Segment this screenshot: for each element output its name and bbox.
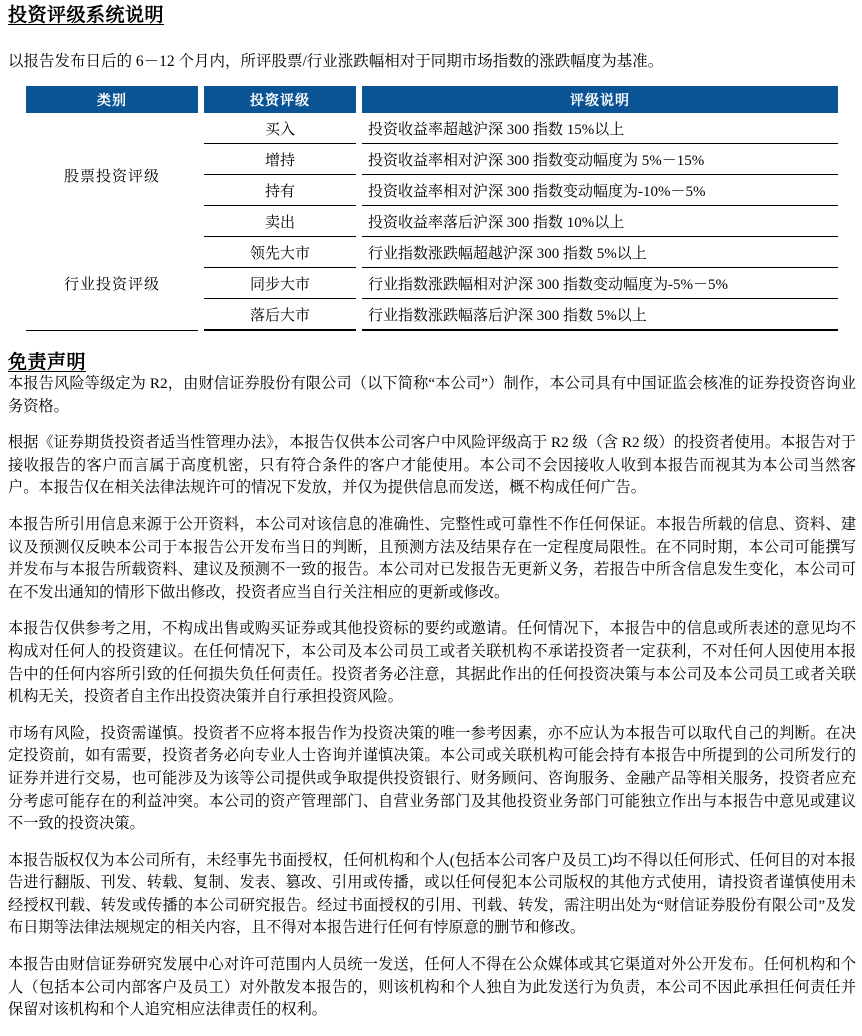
rating-basis-intro: 以报告发布日后的 6－12 个月内，所评股票/行业涨跌幅相对于同期市场指数的涨跌幅度为基准。 [8,53,664,70]
table-row [26,237,838,268]
disclaimer-paragraph: 本报告风险等级定为 R2，由财信证券股份有限公司（以下简称“本公司”）制作，本公司具有中国证监会核准的证券投资咨询业务资格。 [8,375,856,415]
disclaimer-heading: 免责声明 [8,352,87,373]
rating-cell: 领先大市 [204,237,356,268]
rating-cell: 卖出 [204,206,356,237]
column-header-category: 类别 [26,86,198,113]
rating-table-container [20,86,838,331]
rating-cell: 同步大市 [204,268,356,299]
disclaimer-paragraph: 市场有风险，投资需谨慎。投资者不应将本报告作为投资决策的唯一参考因素，亦不应认为本报告可以取代自己的判断。在决定投资前，如有需要，投资者务必向专业人士咨询并谨慎决策。本公司或关联机构可能会持有本报告中所提到的公司所发行的证券并进行交易，也可能涉及为该等公司提供或争取提供投资银行、财务顾问、咨询服务、金融产品等相关服务，投资者应充分考虑可能存在的利益冲突。本公司的资产管理部门、自营业务部门及其他投资业务部门可能独立作出与本报告中意见或建议不一致的投资决策。 [8,724,856,833]
disclaimer-body [8,373,856,1036]
disclaimer-paragraph: 本报告仅供参考之用，不构成出售或购买证券或其他投资标的要约或邀请。任何情况下，本报告中的信息或所表述的意见均不构成对任何人的投资建议。在任何情况下，本公司及本公司员工或者关联机构不承诺投资者一定获利，不对任何人因使用本报告中的任何内容所引致的任何损失负任何责任。投资者务必注意，其据此作出的任何投资决策与本公司及本公司员工或者关联机构无关，投资者自主作出投资决策并自行承担投资风险。 [8,620,856,706]
rating-cell: 增持 [204,144,356,175]
column-header-description: 评级说明 [362,86,838,113]
description-cell: 投资收益率超越沪深 300 指数 15%以上 [362,113,838,144]
disclaimer-paragraph: 本报告所引用信息来源于公开资料，本公司对该信息的准确性、完整性或可靠性不作任何保证。本报告所载的信息、资料、建议及预测仅反映本公司于本报告公开发布当日的判断，且预测方法及结果存在一定程度局限性。在不同时期，本公司可能撰写并发布与本报告所载资料、建议及预测不一致的报告。本公司对已发报告无更新义务，若报告中所含信息发生变化，本公司可在不发出通知的情形下做出修改，投资者应当自行关注相应的更新或修改。 [8,515,856,601]
table-body [26,113,838,331]
description-cell: 投资收益率落后沪深 300 指数 10%以上 [362,206,838,237]
description-cell: 投资收益率相对沪深 300 指数变动幅度为-10%－5% [362,175,838,206]
description-cell: 行业指数涨跌幅超越沪深 300 指数 5%以上 [362,237,838,268]
description-cell: 行业指数涨跌幅相对沪深 300 指数变动幅度为-5%－5% [362,268,838,299]
column-header-rating: 投资评级 [204,86,356,113]
disclaimer-paragraph: 本报告版权仅为本公司所有，未经事先书面授权，任何机构和个人(包括本公司客户及员工)均不得以任何形式、任何目的对本报告进行翻版、刊发、转载、复制、发表、篡改、引用或传播，或以任何侵犯本公司版权的其他方式使用，请投资者谨慎使用未经授权刊载、转发或传播的本公司研究报告。经过书面授权的引用、刊载、转发，需注明出处为“财信证券股份有限公司”及发布日期等法律法规规定的相关内容，且不得对本报告进行任何有悖原意的删节和修改。 [8,851,856,937]
rating-cell: 落后大市 [204,299,356,331]
rating-cell: 买入 [204,113,356,144]
disclaimer-paragraph: 根据《证券期货投资者适当性管理办法》，本报告仅供本公司客户中风险评级高于 R2 级（含 R2 级）的投资者使用。本报告对于接收报告的客户而言属于高度机密，只有符合条件的客户才能使用。本公司不会因接收人收到本报告而视其为本公司当然客户。本报告仅在相关法律法规许可的情况下发放，并仅为提供信息而发送，概不构成任何广告。 [8,434,856,497]
disclaimer-paragraph: 本报告由财信证券研究发展中心对许可范围内人员统一发送，任何人不得在公众媒体或其它渠道对外公开发布。任何机构和个人（包括本公司内部客户及员工）对外散发本报告的，则该机构和个人独自为此发送行为负责，本公司不因此承担任何责任并保留对该机构和个人追究相应法律责任的权利。 [8,956,856,1019]
description-cell: 投资收益率相对沪深 300 指数变动幅度为 5%－15% [362,144,838,175]
category-cell-industry: 行业投资评级 [26,237,198,331]
rating-cell: 持有 [204,175,356,206]
investment-rating-table [20,86,844,331]
category-cell-stock: 股票投资评级 [63,168,160,185]
description-cell: 行业指数涨跌幅落后沪深 300 指数 5%以上 [362,299,838,331]
table-header-row [26,86,838,113]
table-row [26,113,838,144]
rating-system-heading: 投资评级系统说明 [8,5,165,26]
